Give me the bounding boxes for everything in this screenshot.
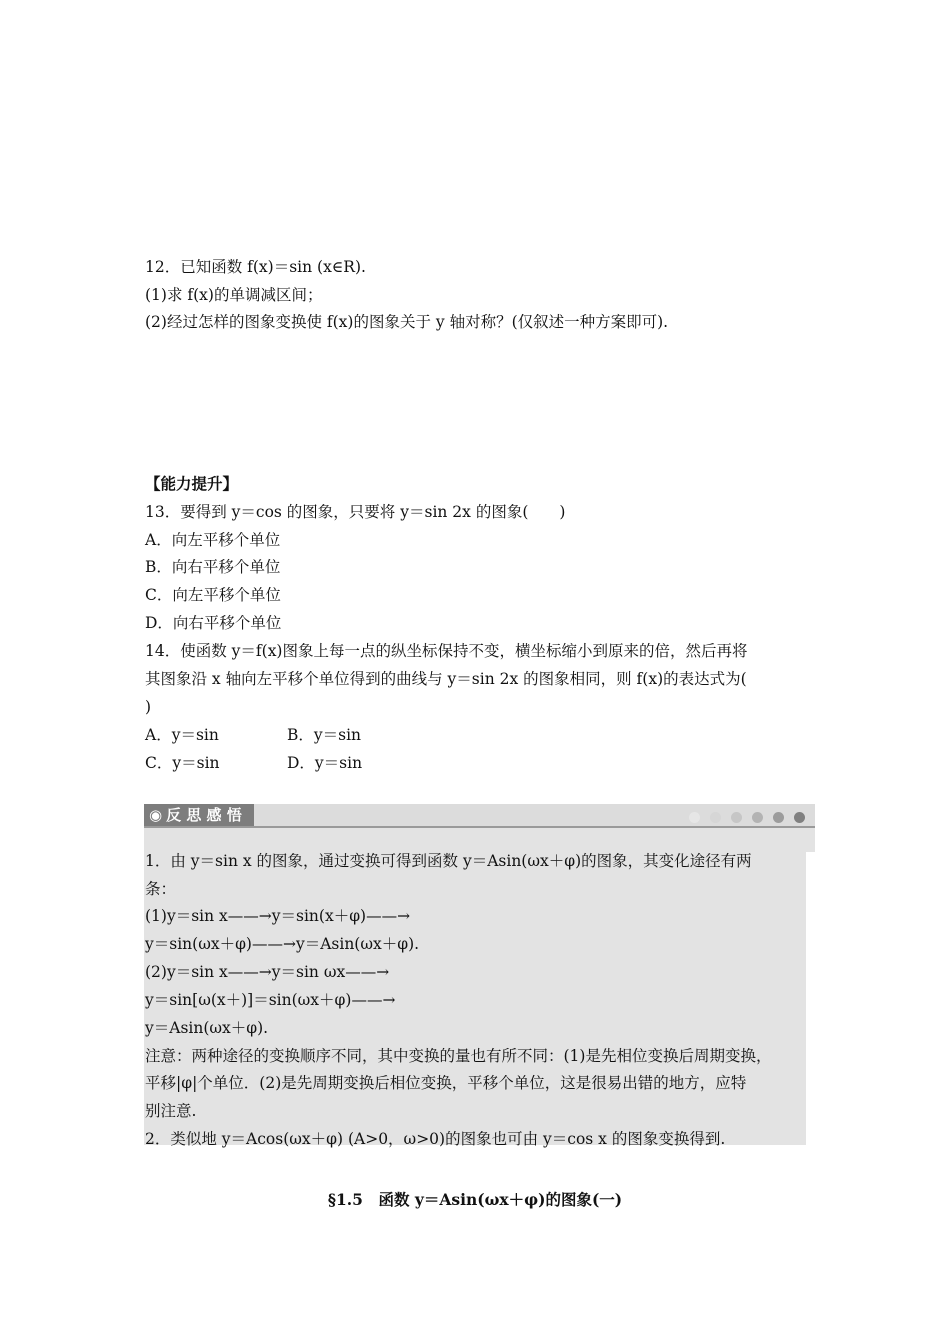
q14-option-d: D．y＝sin — [287, 754, 363, 772]
q14-option-a: A．y＝sin — [145, 726, 219, 744]
bullseye-icon: ◉ — [149, 806, 163, 824]
dot-icon — [752, 812, 763, 823]
decorative-dots — [679, 809, 805, 821]
section-title: §1.5 函数 y＝Asin(ωx＋φ)的图象(一) — [327, 1190, 623, 1209]
reflection-tab-label: 反 思 感 悟 — [166, 806, 242, 824]
reflection-line-2: 条： — [145, 880, 177, 898]
reflection-line-11: 2．类似地 y＝Acos(ωx＋φ) (A>0，ω>0)的图象也可由 y＝cos x 的图象变换得到. — [145, 1130, 726, 1148]
reflection-line-7: y＝Asin(ωx＋φ). — [145, 1019, 269, 1037]
q13-option-b: B．向右平移个单位 — [145, 558, 281, 576]
reflection-line-4: y＝sin(ωx＋φ)——→y＝Asin(ωx＋φ). — [145, 935, 420, 953]
reflection-line-5: (2)y＝sin x——→y＝sin ωx——→ — [145, 963, 390, 981]
q12-stem: 12．已知函数 f(x)＝sin (x∈R). — [145, 258, 366, 276]
dot-icon — [773, 812, 784, 823]
reflection-line-8: 注意：两种途径的变换顺序不同，其中变换的量也有所不同：(1)是先相位变换后周期变换， — [145, 1047, 772, 1065]
q12-part1: (1)求 f(x)的单调减区间； — [145, 286, 323, 304]
reflection-line-6: y＝sin[ω(x＋)]＝sin(ωx＋φ)——→ — [145, 991, 396, 1009]
q13-option-d: D．向右平移个单位 — [145, 614, 282, 632]
dot-icon — [731, 812, 742, 823]
q14-line3: ) — [145, 698, 152, 716]
q14-line1: 14．使函数 y＝f(x)图象上每一点的纵坐标保持不变，横坐标缩小到原来的倍，然后再将 — [145, 642, 748, 660]
ability-heading: 【能力提升】 — [145, 474, 239, 493]
reflection-line-3: (1)y＝sin x——→y＝sin(x＋φ)——→ — [145, 907, 411, 925]
q13-option-c: C．向左平移个单位 — [145, 586, 281, 604]
q13-stem: 13．要得到 y＝cos 的图象，只要将 y＝sin 2x 的图象( ) — [145, 503, 566, 521]
dot-icon — [710, 812, 721, 823]
reflection-line-1: 1．由 y＝sin x 的图象，通过变换可得到函数 y＝Asin(ωx＋φ)的图象，其变化途径有两 — [145, 852, 752, 870]
q14-option-b: B．y＝sin — [287, 726, 362, 744]
reflection-tab — [144, 804, 254, 826]
reflection-line-10: 别注意. — [145, 1102, 197, 1120]
dot-icon — [689, 812, 700, 823]
reflection-line-9: 平移|φ|个单位．(2)是先周期变换后相位变换，平移个单位，这是很易出错的地方，应特 — [145, 1074, 747, 1092]
reflection-body-edge — [806, 828, 815, 852]
q14-option-c: C．y＝sin — [145, 754, 220, 772]
q13-option-a: A．向左平移个单位 — [145, 531, 281, 549]
reflection-header — [144, 804, 815, 828]
q12-part2: (2)经过怎样的图象变换使 f(x)的图象关于 y 轴对称？(仅叙述一种方案即可). — [145, 313, 669, 331]
q14-line2: 其图象沿 x 轴向左平移个单位得到的曲线与 y＝sin 2x 的图象相同，则 f(x)的表达式为( — [145, 670, 747, 688]
dot-icon — [794, 812, 805, 823]
reflection-body — [144, 828, 806, 1145]
